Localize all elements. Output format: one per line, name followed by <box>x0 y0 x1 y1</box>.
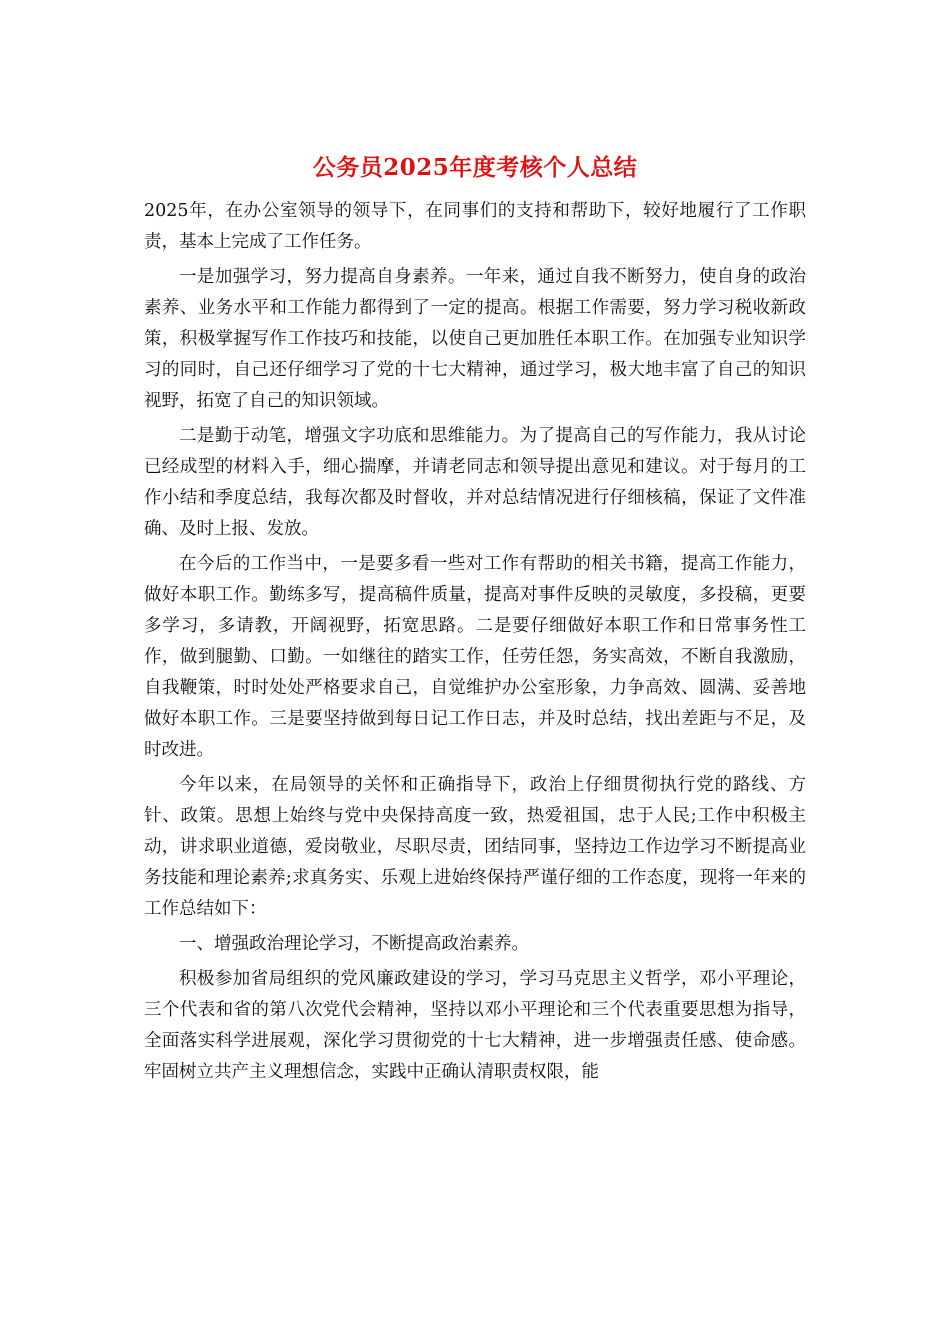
paragraph-political-study: 积极参加省局组织的党风廉政建设的学习，学习马克思主义哲学，邓小平理论，三个代表和省的第八次党代会精神，坚持以邓小平理论和三个代表重要思想为指导，全面落实科学进展观，深化学习贯彻党的十七大精神，进一步增强责任感、使命感。牢固树立共产主义理想信念，实践中正确认清职责权限，能 <box>144 969 806 1082</box>
paragraph-writing: 二是勤于动笔，增强文字功底和思维能力。为了提高自己的写作能力，我从讨论已经成型的材料入手，细心揣摩，并请老同志和领导提出意见和建议。对于每月的工作小结和季度总结，我每次都及时督收，并对总结情况进行仔细核稿，保证了文件准确、及时上报、发放。 <box>144 426 806 539</box>
paragraph-intro: 2025年，在办公室领导的领导下，在同事们的支持和帮助下，较好地履行了工作职责，基本上完成了工作任务。 <box>144 201 806 252</box>
section-heading-political-study: 一、增强政治理论学习，不断提高政治素养。 <box>179 934 529 954</box>
document-body <box>144 196 806 1092</box>
paragraph-this-year: 今年以来，在局领导的关怀和正确指导下，政治上仔细贯彻执行党的路线、方针、政策。思想上始终与党中央保持高度一致，热爱祖国，忠于人民;工作中积极主动，讲求职业道德，爱岗敬业，尽职尽责，团结同事，坚持边工作边学习不断提高业务技能和理论素养;求真务实、乐观上进始终保持严谨仔细的工作态度，现将一年来的工作总结如下： <box>144 775 806 919</box>
paragraph-study: 一是加强学习，努力提高自身素养。一年来，通过自我不断努力，使自身的政治素养、业务水平和工作能力都得到了一定的提高。根据工作需要，努力学习税收新政策，积极掌握写作工作技巧和技能，以使自己更加胜任本职工作。在加强专业知识学习的同时，自己还仔细学习了党的十七大精神，通过学习，极大地丰富了自己的知识视野，拓宽了自己的知识领域。 <box>144 267 806 411</box>
paragraph-future-work: 在今后的工作当中，一是要多看一些对工作有帮助的相关书籍，提高工作能力，做好本职工作。勤练多写，提高稿件质量，提高对事件反映的灵敏度，多投稿，更要多学习，多请教，开阔视野，拓宽思路。二是要仔细做好本职工作和日常事务性工作，做到腿勤、口勤。一如继往的踏实工作，任劳任怨，务实高效，不断自我激励，自我鞭策，时时处处严格要求自己，自觉维护办公室形象，力争高效、圆满、妥善地做好本职工作。三是要坚持做到每日记工作日志，并及时总结，找出差距与不足，及时改进。 <box>144 554 806 760</box>
document-title: 公务员2025年度考核个人总结 <box>312 154 638 181</box>
